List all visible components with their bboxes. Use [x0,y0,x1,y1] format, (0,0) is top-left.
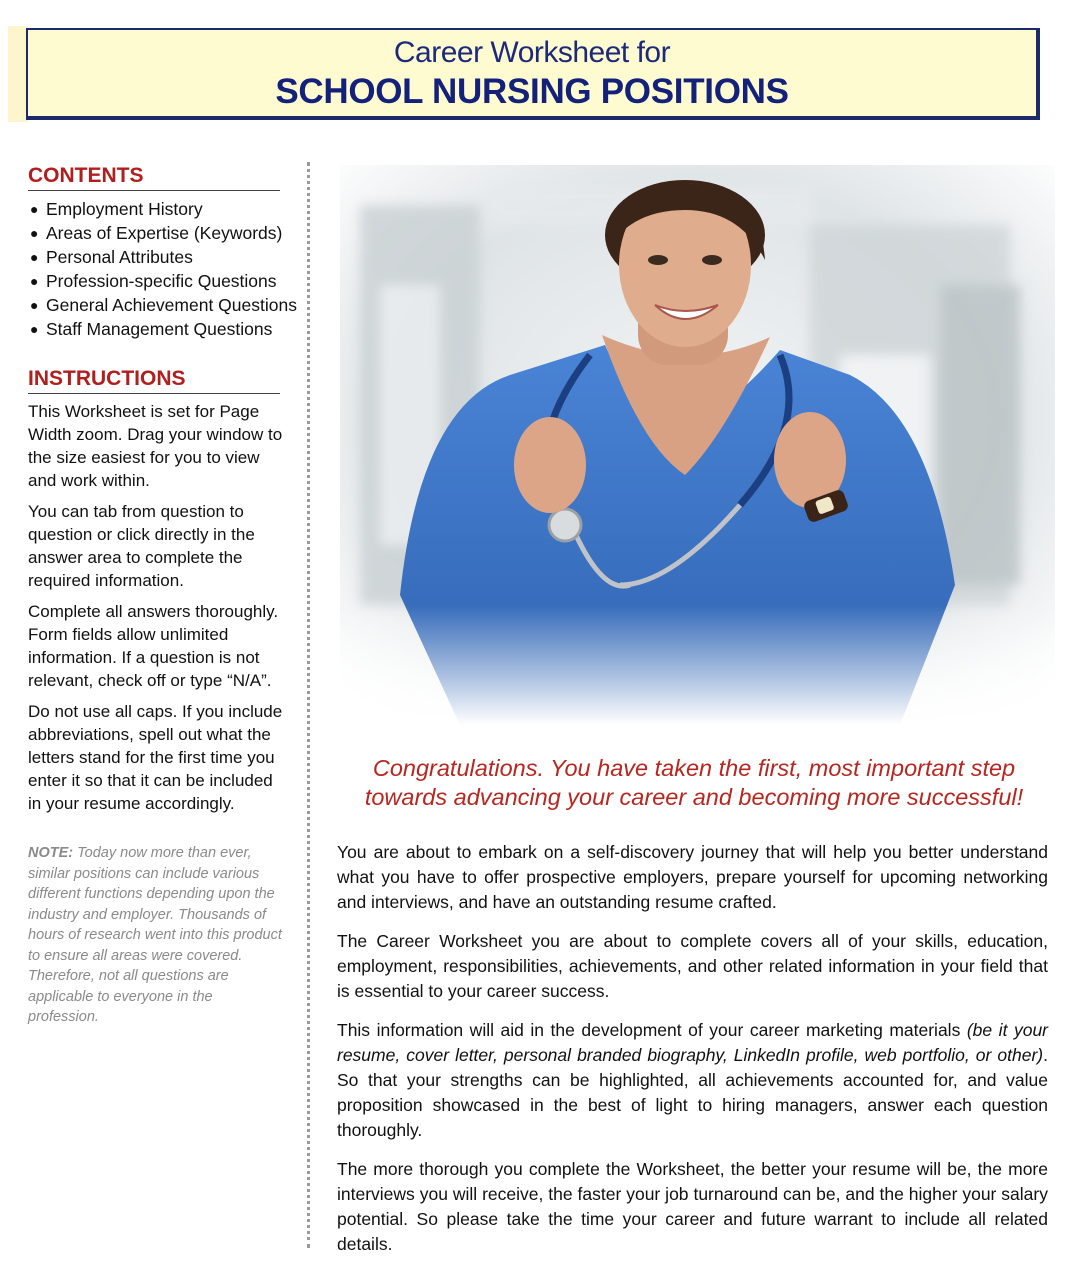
instructions-heading: INSTRUCTIONS [28,367,280,394]
contents-item-areas-of-expertise[interactable]: ● Areas of Expertise (Keywords) [30,223,283,243]
intro-paragraph-3: This information will aid in the development of your career marketing materials (be it your resume, cover letter, personal branded biography, LinkedIn profile, web portfolio, or other). So that your strengths can be highlighted, all achievements accounted for, and value proposition showcased in the best of light to hiring managers, answer each question thoroughly. [337,1020,1049,1140]
contents-heading: CONTENTS [28,164,280,191]
column-divider [307,162,310,1248]
header-shadow [8,26,28,122]
contents-item-profession-questions[interactable]: ● Profession-specific Questions [30,271,277,291]
intro-paragraph-1: You are about to embark on a self-discovery journey that will help you better understand what you have to offer prospective employers, prepare yourself for upcoming networking and interviews, and have an outstanding resume crafted. [337,842,1048,912]
intro-text [337,840,1048,1271]
title-line-2: SCHOOL NURSING POSITIONS [275,72,789,111]
contents-list [28,197,297,341]
note-label: NOTE: [28,845,74,861]
congratulations-message: Congratulations. You have taken the first, most important step towards advancing your career and becoming more successful! [364,755,1024,810]
instructions-block [28,400,284,815]
instruction-paragraph: Do not use all caps. If you include abbreviations, spell out what the letters stand for the first time you enter it so that it can be included in your resume accordingly. [28,702,283,813]
note-text: Today now more than ever, similar positions can include various different functions depending upon the industry and employer. Thousands of hours of research went into this product to ensure all areas were covered. Therefore, not all questions are applicable to everyone in the profession. [28,845,282,1025]
nurse-photo [340,165,1055,725]
intro-paragraph-2: The Career Worksheet you are about to complete covers all of your skills, education, employment, responsibilities, achievements, and other related information in your field that is essential to your career success. [337,931,1048,1001]
title-line-1: Career Worksheet for [393,36,671,69]
instruction-paragraph: Complete all answers thoroughly. Form fields allow unlimited information. If a question is not relevant, check off or type “N/A”. [28,602,279,690]
instruction-paragraph: This Worksheet is set for Page Width zoom. Drag your window to the size easiest for you to view and work within. [28,402,283,490]
instruction-paragraph: You can tab from question to question or click directly in the answer area to complete the required information. [28,502,255,590]
contents-item-personal-attributes[interactable]: ● Personal Attributes [30,247,193,267]
note-block [28,843,284,1028]
contents-item-employment-history[interactable]: ● Employment History [30,199,203,219]
title-banner [26,28,1040,120]
sidebar [28,164,297,1028]
contents-item-staff-management[interactable]: ● Staff Management Questions [30,319,273,339]
intro-paragraph-4: The more thorough you complete the Worksheet, the better your resume will be, the more interviews you will receive, the faster your job turnaround can be, and the higher your salary potential. So please take the time your career and future warrant to include all related details. [337,1159,1048,1254]
contents-item-achievement-questions[interactable]: ● General Achievement Questions [30,295,297,315]
